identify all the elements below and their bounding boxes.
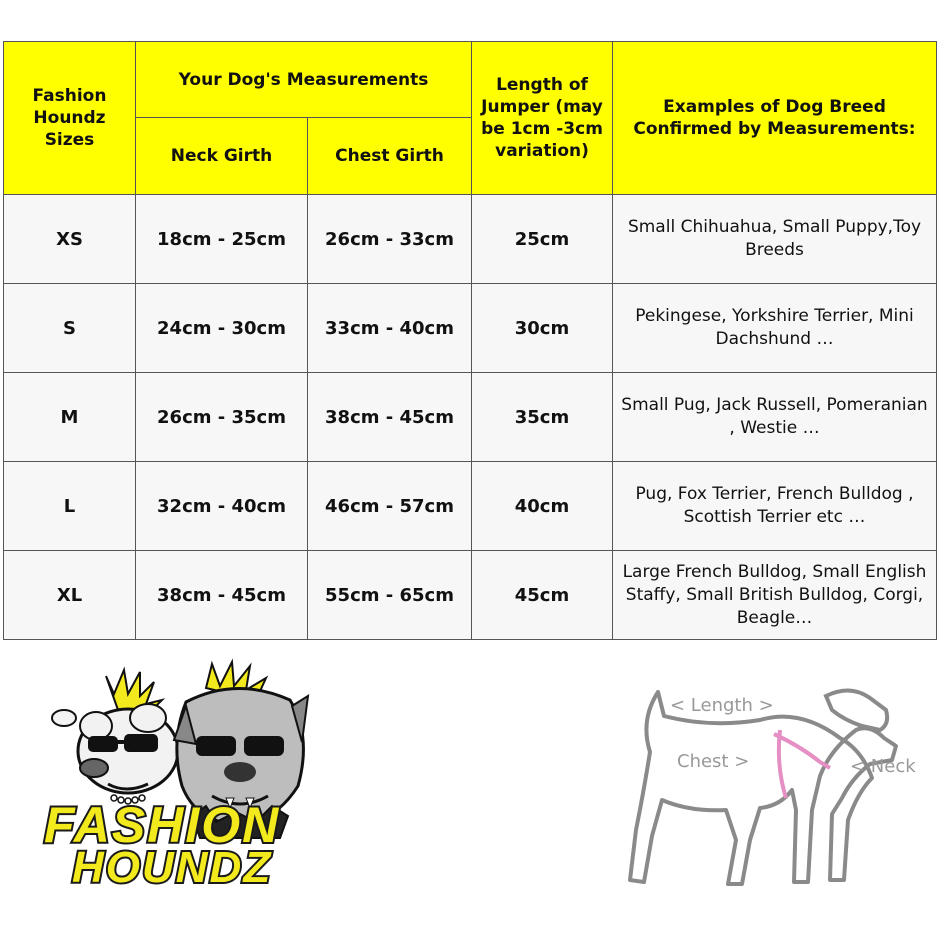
breeds-cell: Small Chihuahua, Small Puppy,Toy Breeds — [613, 195, 937, 284]
length-label: < Length > — [670, 695, 774, 716]
logo-text-line2: HOUNDZ — [72, 843, 273, 888]
neck-cell: 32cm - 40cm — [136, 462, 308, 551]
chest-cell: 38cm - 45cm — [308, 373, 472, 462]
table-row — [4, 551, 937, 640]
dog-head-icon — [826, 690, 887, 730]
header-length: Length of Jumper (may be 1cm -3cm variation) — [472, 42, 613, 195]
length-cell: 45cm — [472, 551, 613, 640]
size-cell: M — [4, 373, 136, 462]
chest-cell: 26cm - 33cm — [308, 195, 472, 284]
length-cell: 40cm — [472, 462, 613, 551]
size-chart-table — [3, 41, 937, 640]
chest-cell: 33cm - 40cm — [308, 284, 472, 373]
neck-measure-line — [774, 734, 830, 768]
header-neck: Neck Girth — [136, 118, 308, 195]
breeds-cell: Pekingese, Yorkshire Terrier, Mini Dachshund … — [613, 284, 937, 373]
table-row — [4, 284, 937, 373]
size-cell: S — [4, 284, 136, 373]
dog-outline-icon — [630, 692, 896, 884]
chest-label: Chest > — [677, 751, 750, 772]
neck-label: < Neck — [850, 756, 916, 777]
chest-cell: 55cm - 65cm — [308, 551, 472, 640]
size-cell: XS — [4, 195, 136, 284]
neck-cell: 38cm - 45cm — [136, 551, 308, 640]
header-measurements: Your Dog's Measurements — [136, 42, 472, 118]
length-cell: 35cm — [472, 373, 613, 462]
poodle-dog-icon — [52, 670, 178, 804]
breeds-cell: Large French Bulldog, Small English Staffy, Small British Bulldog, Corgi, Beagle… — [613, 551, 937, 640]
logo-text-line1: FASHION — [44, 797, 281, 853]
table-row — [4, 462, 937, 551]
neck-cell: 18cm - 25cm — [136, 195, 308, 284]
neck-cell: 24cm - 30cm — [136, 284, 308, 373]
header-breeds: Examples of Dog Breed Confirmed by Measurements: — [613, 42, 937, 195]
fashion-houndz-logo — [36, 656, 346, 888]
table-row — [4, 195, 937, 284]
header-chest: Chest Girth — [308, 118, 472, 195]
header-size: Fashion Houndz Sizes — [4, 42, 136, 195]
size-cell: XL — [4, 551, 136, 640]
neck-cell: 26cm - 35cm — [136, 373, 308, 462]
table-row — [4, 373, 937, 462]
breeds-cell: Small Pug, Jack Russell, Pomeranian , Westie … — [613, 373, 937, 462]
chest-cell: 46cm - 57cm — [308, 462, 472, 551]
length-cell: 30cm — [472, 284, 613, 373]
length-cell: 25cm — [472, 195, 613, 284]
breeds-cell: Pug, Fox Terrier, French Bulldog , Scottish Terrier etc … — [613, 462, 937, 551]
size-cell: L — [4, 462, 136, 551]
